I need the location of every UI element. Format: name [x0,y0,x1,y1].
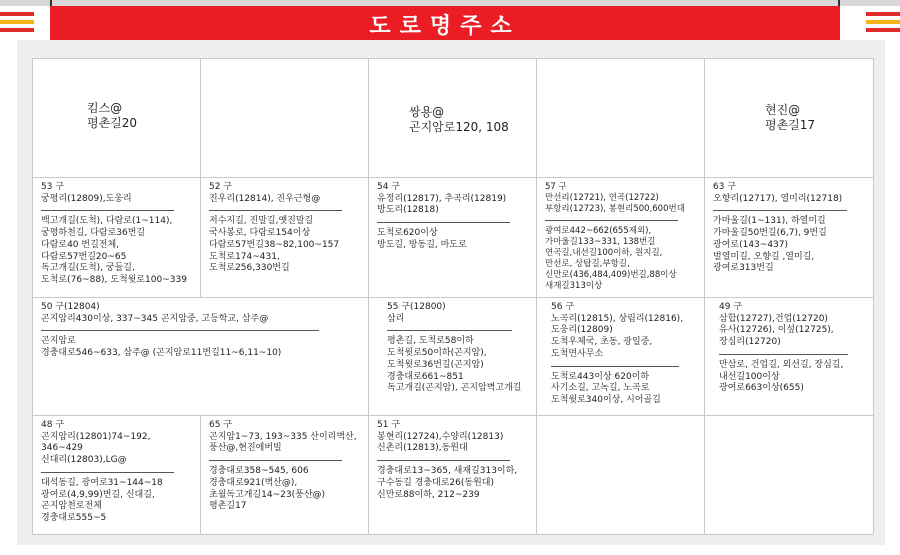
district-villages: 유정리(12817), 추곡리(12819) [377,193,507,204]
district-cell [537,177,705,297]
district-number: 54 구 [377,182,401,192]
district-villages: 궁평리(12809),도웅리 [41,193,132,204]
road-line: 가마울길50번길(6,7), 9번길 [713,228,827,239]
road-line: 만삼로, 건업길, 외선길, 장심길, [719,359,844,370]
road-line: 궁평하천길, 다람로36번길 [41,228,146,239]
district-villages: 곤지암리430이상, 337~345 곤지암중, 고등학교, 삼주@ [41,313,269,324]
road-line: 내선길100이상 [719,371,780,382]
road-line: 가마울길(1~131), 하열미길 [713,216,826,227]
separator [41,472,174,473]
district-cell [705,415,873,534]
district-number: 55 구(12800) [387,302,446,312]
road-line: 경충대로921(벽산@), [209,477,298,488]
district-villages: 도웅리(12809) [551,325,613,336]
separator [377,460,510,461]
district-cell [33,415,201,534]
road-line: 도척로443이상 620이하 [551,371,650,382]
apartment-road: 곤지암로120, 108 [409,120,509,134]
page-title: 도로명주소 [50,6,840,42]
road-line: 도척윗로36번길(곤지암) [387,359,484,370]
road-line: 평촌길, 도척로58이하 [387,336,474,347]
road-line: 경충대로546~633, 삼주@ (곤지암로11번길11~6,11~10) [41,348,282,359]
apartment-cell [537,59,705,177]
address-table [32,58,874,535]
road-line: 초월독고개길14~23(풍산@) [209,489,326,500]
district-number: 63 구 [713,182,737,192]
district-cell [201,177,369,297]
district-villages: 곤지암리(12801)74~192, [41,431,151,442]
separator [713,210,847,211]
road-line: 대석동길, 광여로31~144~18 [41,477,163,488]
district-cell [537,297,705,415]
road-line: 곤지암천로전체 [41,501,102,512]
road-line: 가마울길133~331, 138번길 [545,237,656,247]
road-line: 국사봉로, 다람로154이상 [209,228,311,239]
district-villages: 도척면사무소 [551,348,604,359]
road-line: 도척윗로340이상, 시어골길 [551,394,661,405]
road-line: 도척로174~431, [209,251,280,262]
district-number: 51 구 [377,420,401,430]
district-villages: 신대리(12803),LG@ [41,455,127,466]
separator [209,460,342,461]
district-number: 50 구(12804) [41,302,100,312]
apartment-name: 현진@ [765,103,801,117]
separator [719,354,848,355]
district-villages: 노곡리(12815), 상림리(12816), [551,313,684,324]
district-cell [705,177,873,297]
separator [545,220,678,221]
apartment-row [33,59,873,178]
road-line: 다람로57번길20~65 [41,251,127,262]
road-line: 곤지암로 [41,336,76,347]
district-villages: 삼리 [387,313,405,324]
road-line: 다람로57번길38~82,100~157 [209,239,340,250]
district-cell [369,177,537,297]
apartment-cell [705,59,873,177]
district-cell [201,415,369,534]
district-villages: 진우리(12814), 진우근형@ [209,193,321,204]
road-line: 신만로88이하, 212~239 [377,489,480,500]
road-line: 도척로256,330번길 [209,263,290,274]
road-line: 광여로442~662(655제외), [545,226,652,236]
road-line: 독고개길(도척), 궁들길, [41,263,135,274]
district-cell [33,177,201,297]
district-number: 53 구 [41,182,65,192]
road-line: 경충대로13~365, 새재길313이하, [377,466,518,477]
road-line: 도척로620이상 [377,228,438,239]
district-row [33,297,873,416]
district-cell [369,415,537,534]
district-number: 65 구 [209,420,233,430]
road-line: 방도길, 방동길, 마도로 [377,239,467,250]
district-number: 48 구 [41,420,65,430]
road-line: 다람로40 번길전체, [41,239,120,250]
district-number: 56 구 [551,302,575,312]
district-villages: 방도리(12818) [377,205,439,216]
district-villages: 만선리(12721), 연곡(12722) [545,193,659,203]
district-cell [705,297,873,415]
apartment-cell [33,59,201,177]
road-line: 광여로313번길 [713,263,774,274]
district-cell [537,415,705,534]
decor-stripes-right [866,12,900,36]
district-row [33,415,873,534]
road-line: 새재길313이상 [545,281,603,291]
district-villages: 봉현리(12724),수양리(12813) [377,431,504,442]
road-line: 사기소길, 고녹길, 노곡로 [551,383,650,394]
district-cell [33,297,369,415]
apartment-cell [369,59,537,177]
district-villages: 346~429 [41,443,83,454]
district-cell [369,297,537,415]
road-line: 독고개길(곤지암), 곤지암벽고개길 [387,383,522,394]
separator [41,210,174,211]
apartment-road: 평촌길20 [87,116,138,130]
district-row [33,177,873,298]
road-line: 광여로(143~437) [713,239,789,250]
district-villages: 신촌리(12813),동원대 [377,443,468,454]
separator [551,366,679,367]
apartment-name: 쌍용@ [409,105,445,119]
separator [41,330,319,331]
road-line: 구수동길 경충대로26(동원대) [377,477,494,488]
district-villages: 유사(12726), 이섶(12725), [719,325,834,336]
separator [387,330,512,331]
road-line: 경충대로555~5 [41,512,107,523]
road-line: 신만로(436,484,409)번길,88이상 [545,270,677,280]
district-number: 49 구 [719,302,743,312]
road-line: 만선로, 상탑길,부항길, [545,259,630,269]
road-line: 경충대로661~851 [387,371,464,382]
road-line: 광여로(4,9,99)번길, 신대길, [41,489,155,500]
separator [209,210,342,211]
road-line: 광여로663이상(655) [719,383,804,394]
road-line: 백고개길(도척), 다람로(1~114), [41,216,173,227]
district-villages: 도척우체국, 초동, 광일중, [551,337,653,348]
district-villages: 부항리(12723), 봉현리500,600번대 [545,204,685,214]
district-villages: 삼합(12727),건업(12720) [719,313,828,324]
road-line: 평촌길17 [209,501,247,512]
district-villages: 풍산@,현진에버빌 [209,443,282,454]
apartment-cell [201,59,369,177]
separator [377,222,510,223]
road-line: 경충대로358~545, 606 [209,466,309,477]
district-villages: 오향리(12717), 열미리(12718) [713,193,843,204]
road-line: 도척로(76~88), 도척윗로100~339 [41,274,187,285]
district-villages: 곤지암1~73, 193~335 산이리벽산, [209,431,357,442]
road-line: 연곡길,내선길100이하, 원지길, [545,248,663,258]
decor-stripes-left [0,12,34,36]
district-number: 52 구 [209,182,233,192]
apartment-road: 평촌길17 [765,118,816,132]
apartment-name: 킴스@ [87,101,123,115]
road-line: 도척윗로50이하(곤지암), [387,348,487,359]
road-line: 벌열미길, 오향길 ,열미길, [713,251,815,262]
district-villages: 장심리(12720) [719,337,781,348]
road-line: 저수지길, 진말길,옛진말길 [209,216,314,227]
district-number: 57 구 [545,182,567,192]
